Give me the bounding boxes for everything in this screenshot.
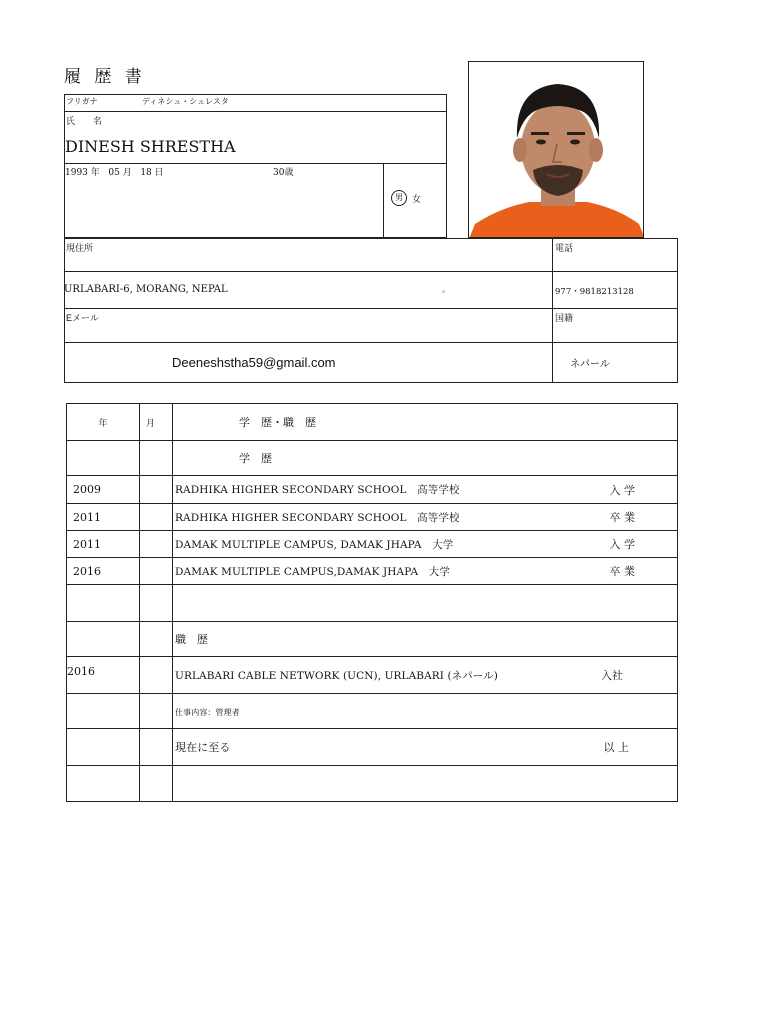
name-value: DINESH SHRESTHA bbox=[65, 137, 236, 156]
row-year: 2009 bbox=[73, 483, 101, 496]
row-status: 卒 業 bbox=[609, 565, 635, 578]
row-status: 入 学 bbox=[609, 538, 635, 551]
career-heading-row bbox=[67, 622, 678, 657]
birth-month: 05 bbox=[108, 168, 120, 178]
header-month: 月 bbox=[146, 418, 156, 429]
row-text: DAMAK MULTIPLE CAMPUS, DAMAK JHAPA 大学 bbox=[175, 538, 454, 551]
phone-label: 電話 bbox=[555, 243, 574, 253]
career-current: 現在に至る bbox=[175, 742, 231, 754]
row-year: 2016 bbox=[73, 564, 101, 578]
career-heading-cell bbox=[173, 622, 678, 657]
career-status: 入社 bbox=[601, 669, 623, 682]
row-text: RADHIKA HIGHER SECONDARY SCHOOL 高等学校 bbox=[175, 511, 460, 524]
career-end: 以 上 bbox=[603, 741, 629, 754]
nationality-value: ネパール bbox=[570, 359, 610, 370]
email-label-cell bbox=[64, 308, 553, 343]
name-label: 氏 名 bbox=[66, 116, 103, 126]
address-label: 現住所 bbox=[66, 243, 94, 253]
row-year: 2011 bbox=[73, 510, 101, 524]
address-mark: 。 bbox=[442, 285, 450, 294]
row-status: 卒 業 bbox=[609, 511, 635, 524]
header-title: 学 歴・職 歴 bbox=[239, 416, 316, 429]
age-unit: 歳 bbox=[284, 168, 294, 178]
birth-year: 1993 bbox=[65, 168, 88, 178]
gender-female: 女 bbox=[412, 195, 422, 205]
email-label: Eメール bbox=[66, 313, 99, 323]
gender-male-circled bbox=[391, 190, 407, 206]
birth-year-unit: 年 bbox=[90, 168, 100, 178]
table-row-empty bbox=[67, 585, 678, 622]
header-year-cell bbox=[67, 404, 140, 441]
age-value: 30 bbox=[273, 168, 285, 178]
row-text: RADHIKA HIGHER SECONDARY SCHOOL 高等学校 bbox=[175, 484, 460, 496]
career-detail: 仕事内容：管理者 bbox=[175, 707, 240, 717]
table-row bbox=[67, 558, 678, 585]
header-title-cell bbox=[173, 404, 678, 441]
row-text: DAMAK MULTIPLE CAMPUS,DAMAK JHAPA 大学 bbox=[175, 565, 450, 578]
row-status: 入 学 bbox=[609, 483, 635, 497]
furigana-row bbox=[64, 94, 447, 112]
history-table bbox=[66, 403, 678, 802]
phone-value: 977・9818213128 bbox=[555, 287, 634, 297]
career-year: 2016 bbox=[67, 665, 95, 678]
birth-day-unit: 日 bbox=[154, 168, 164, 178]
table-row bbox=[67, 694, 678, 729]
table-row bbox=[67, 504, 678, 531]
gender-male: 男 bbox=[395, 193, 403, 202]
table-row bbox=[67, 729, 678, 766]
header-month-cell bbox=[140, 404, 173, 441]
education-heading: 学 歴 bbox=[239, 452, 272, 465]
career-heading: 職 歴 bbox=[175, 633, 208, 646]
address-value: URLABARI-6, MORANG, NEPAL bbox=[64, 284, 228, 295]
photo-frame bbox=[468, 61, 644, 238]
history-header-row bbox=[67, 404, 678, 441]
birth-day: 18 bbox=[140, 168, 152, 178]
address-label-cell bbox=[64, 238, 553, 272]
birth-month-unit: 月 bbox=[122, 168, 132, 178]
header-year: 年 bbox=[98, 418, 108, 429]
table-row bbox=[67, 531, 678, 558]
table-row bbox=[67, 657, 678, 694]
page-title: 履 歴 書 bbox=[64, 67, 146, 87]
furigana-value: ディネシュ・シュレスタ bbox=[142, 97, 229, 106]
furigana-label: フリガナ bbox=[66, 97, 98, 106]
career-text: URLABARI CABLE NETWORK (UCN), URLABARI (ネパール) bbox=[175, 669, 498, 682]
row-year: 2011 bbox=[73, 537, 101, 551]
education-heading-cell bbox=[173, 441, 678, 476]
table-row-empty bbox=[67, 766, 678, 802]
email-value: Deeneshstha59@gmail.com bbox=[172, 355, 336, 370]
birth-line bbox=[65, 165, 164, 178]
table-row bbox=[67, 476, 678, 504]
profile-photo bbox=[469, 62, 644, 238]
nationality-label: 国籍 bbox=[555, 313, 574, 323]
education-heading-row bbox=[67, 441, 678, 476]
age-line bbox=[273, 165, 293, 178]
